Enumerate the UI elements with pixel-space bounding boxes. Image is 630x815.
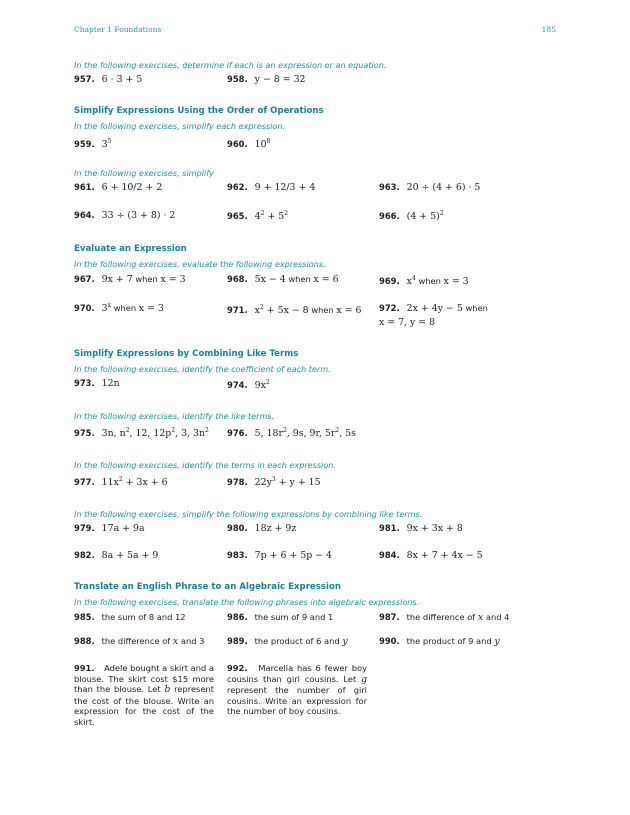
instruction-combine-like-terms: In the following exercises, simplify the following expressions by combining like terms. xyxy=(74,509,423,519)
instruction-terms: In the following exercises, identify the terms in each expression. xyxy=(74,460,336,470)
exercise-973: 973. 12n xyxy=(74,378,120,389)
exercise-972: 972. 2x + 4y − 5 when xyxy=(379,303,488,314)
exercise-965: 965. $4^2 + 5^2$ xyxy=(227,209,289,222)
section-heading-translate: Translate an English Phrase to an Algebraic Expression xyxy=(74,582,341,592)
exercise-972-condition: x = 7, y = 8 xyxy=(379,317,436,328)
instruction-simplify-each: In the following exercises, simplify each expression. xyxy=(74,121,286,131)
exercise-975: 975. 3n, $n^2$, 12, $12p^2$, 3, $3n^2$ xyxy=(74,426,209,439)
page-number: 185 xyxy=(541,25,556,34)
section-heading-evaluate: Evaluate an Expression xyxy=(74,244,187,254)
section-heading-order-of-operations: Simplify Expressions Using the Order of Operations xyxy=(74,106,324,116)
exercise-978: 978. $22y^3 + y + 15$ xyxy=(227,475,321,488)
instruction-simplify: In the following exercises, simplify xyxy=(74,168,214,178)
exercise-980: 980. 18z + 9z xyxy=(227,523,297,534)
exercise-981: 981. 9x + 3x + 8 xyxy=(379,523,463,534)
exercise-977: 977. $11x^2 + 3x + 6$ xyxy=(74,475,168,488)
exercise-984: 984. 8x + 7 + 4x − 5 xyxy=(379,550,483,561)
exercise-970: 970. 3$^x$ when x = 3 xyxy=(74,301,164,314)
exercise-967: 967. 9x + 7 when x = 3 xyxy=(74,274,186,285)
instruction-expression-or-equation: In the following exercises, determine if each is an expression or an equation. xyxy=(74,60,387,70)
instruction-like-terms: In the following exercises, identify the like terms. xyxy=(74,411,275,421)
exercise-962: 962. 9 + 12/3 + 4 xyxy=(227,182,316,193)
exercise-963: 963. 20 ÷ (4 + 6) · 5 xyxy=(379,182,481,193)
exercise-971: 971. $x^2 + 5x - 8$ when x = 6 xyxy=(227,303,362,316)
exercise-960: 960. $10^8$ xyxy=(227,137,271,150)
exercise-964: 964. 33 ÷ (3 + 8) · 2 xyxy=(74,210,176,221)
exercise-989: 989. the product of 6 and y xyxy=(227,636,348,647)
exercise-957: 957. 6 · 3 + 5 xyxy=(74,74,143,85)
instruction-coefficient: In the following exercises, identify the coefficient of each term. xyxy=(74,364,331,374)
exercise-961: 961. 6 + 10/2 + 2 xyxy=(74,182,163,193)
exercise-982: 982. 8a + 5a + 9 xyxy=(74,550,159,561)
exercise-959: 959. $3^5$ xyxy=(74,137,112,150)
exercise-992: 992. Marcella has 6 fewer boy cousins than girl cousins. Let g represent the number of girl cousins. Write an expression for the number of boy cousins. xyxy=(227,663,368,717)
exercise-966: 966. $(4 + 5)^2$ xyxy=(379,209,444,222)
exercise-988: 988. the difference of x and 3 xyxy=(74,636,205,647)
instruction-evaluate: In the following exercises, evaluate the following expressions. xyxy=(74,259,326,269)
chapter-header: Chapter 1 Foundations xyxy=(74,25,162,34)
exercise-976: 976. 5, $18r^2$, 9s, 9r, $5r^2$, 5s xyxy=(227,426,356,439)
exercise-968: 968. 5x − 4 when x = 6 xyxy=(227,274,339,285)
exercise-986: 986. the sum of 9 and 1 xyxy=(227,612,334,622)
exercise-974: 974. $9x^2$ xyxy=(227,378,270,391)
section-heading-like-terms: Simplify Expressions by Combining Like Terms xyxy=(74,349,299,359)
exercise-983: 983. 7p + 6 + 5p − 4 xyxy=(227,550,332,561)
exercise-979: 979. 17a + 9a xyxy=(74,523,145,534)
exercise-958: 958. y − 8 = 32 xyxy=(227,74,306,85)
exercise-969: 969. $x^4$ when x = 3 xyxy=(379,274,469,287)
exercise-985: 985. the sum of 8 and 12 xyxy=(74,612,186,622)
instruction-translate: In the following exercises, translate the following phrases into algebraic expressions. xyxy=(74,597,420,607)
exercise-987: 987. the difference of x and 4 xyxy=(379,612,510,623)
exercise-990: 990. the product of 9 and y xyxy=(379,636,500,647)
exercise-991: 991. Adele bought a skirt and a blouse. The skirt cost $15 more than the blouse. Let b represent the cost of the blouse. Write an expression for the cost of the skirt. xyxy=(74,663,214,727)
